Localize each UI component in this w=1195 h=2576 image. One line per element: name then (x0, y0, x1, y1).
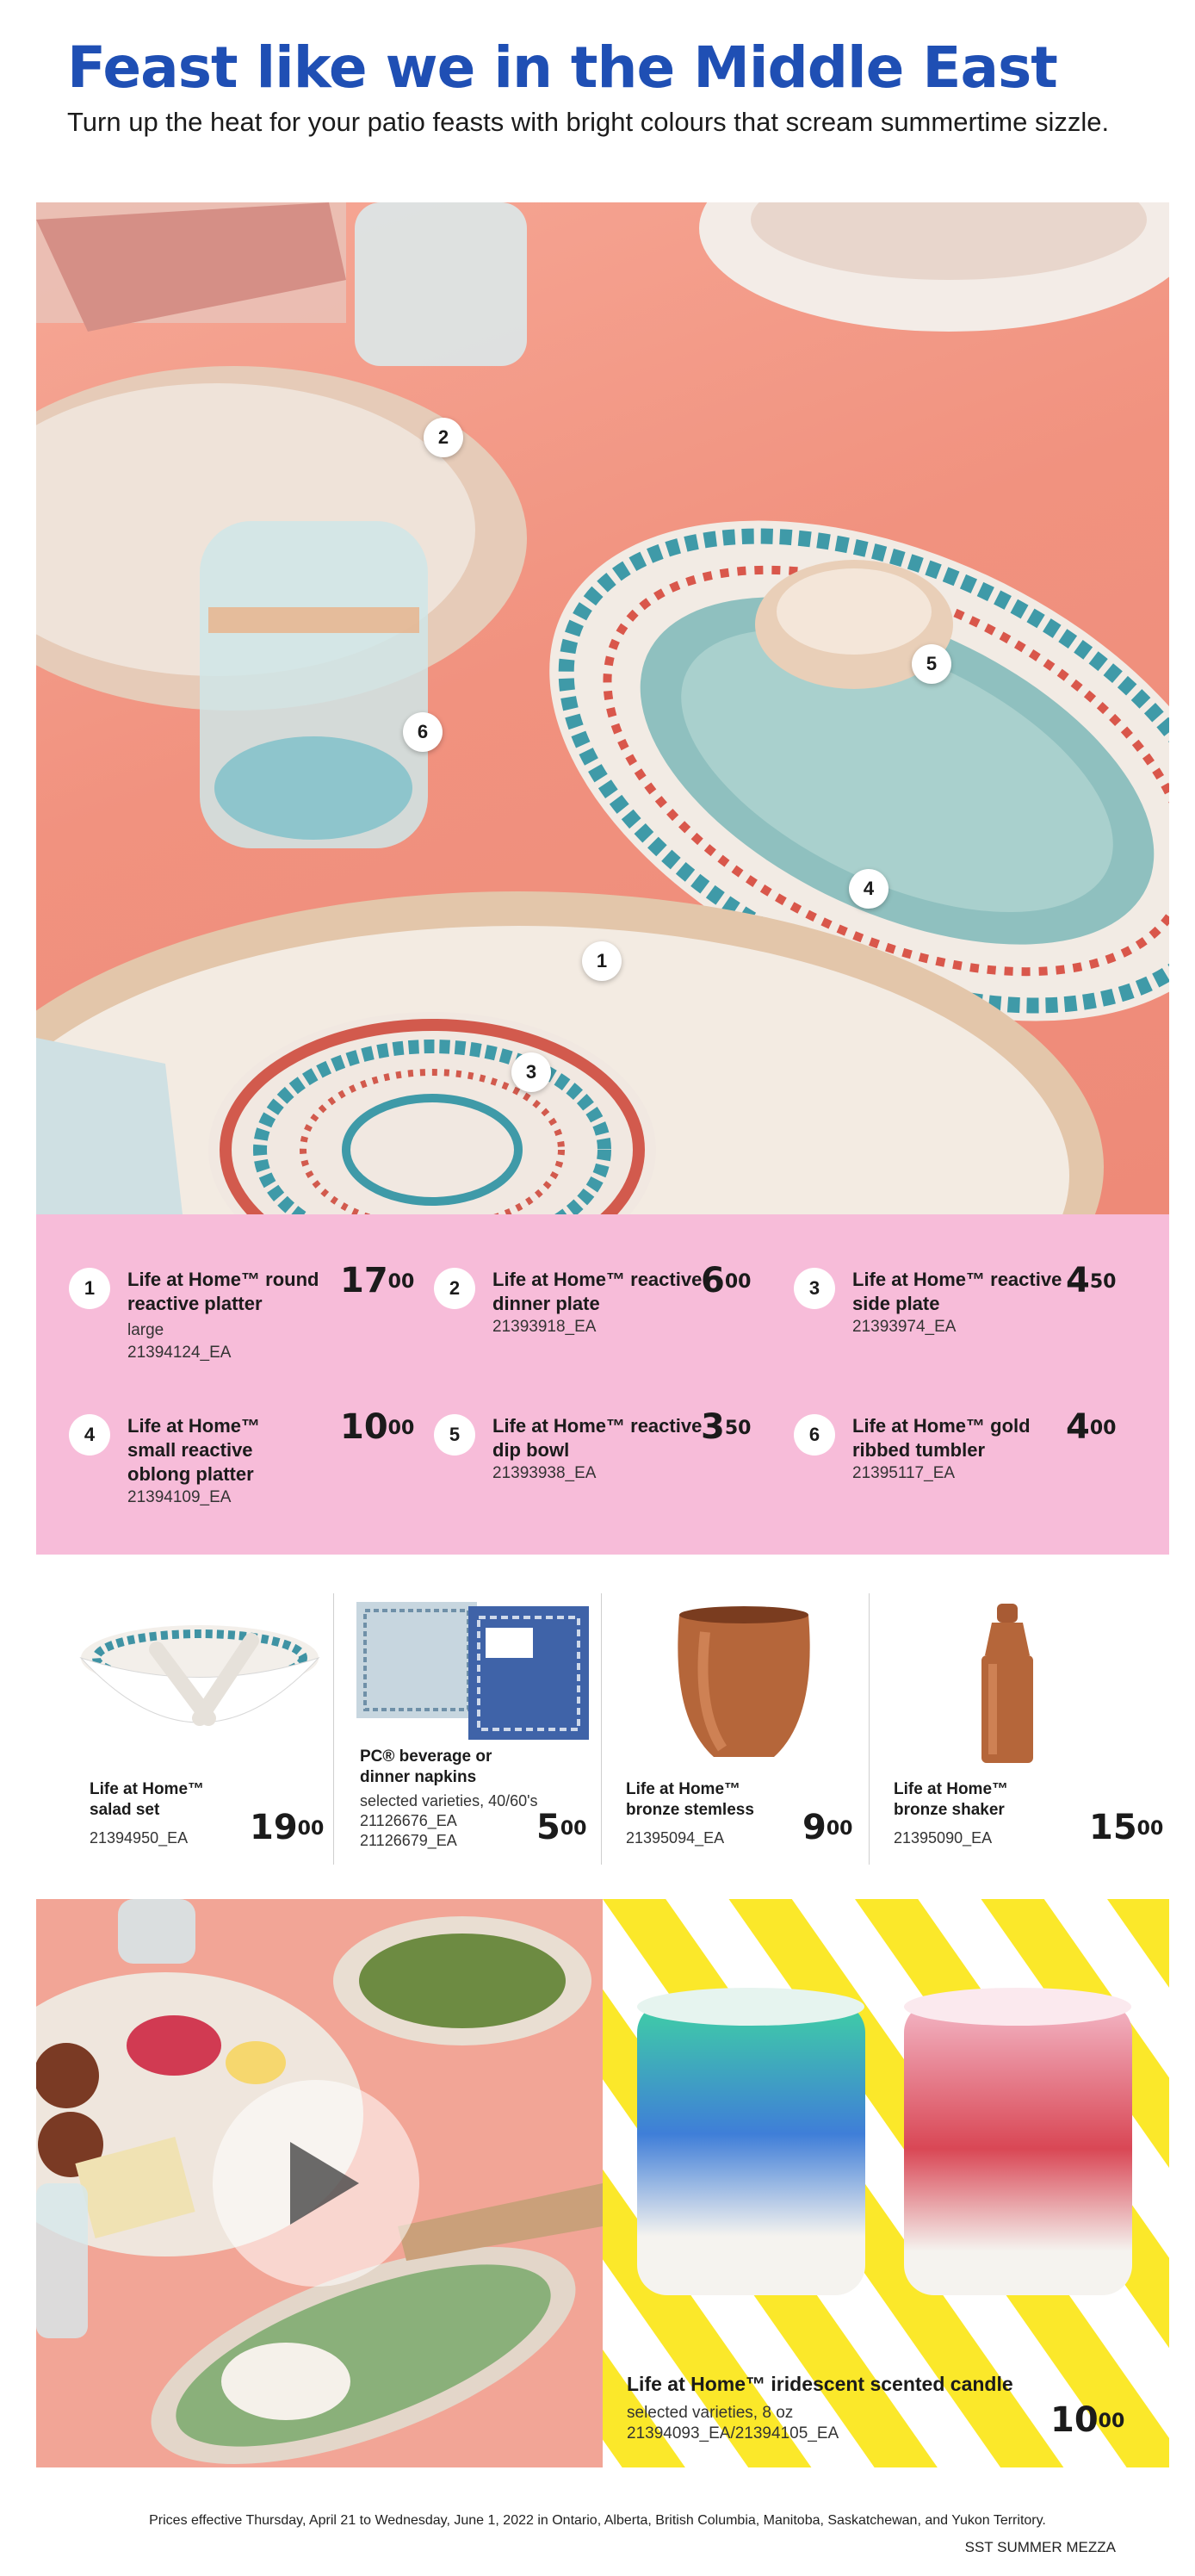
item-name: Life at Home™ small reactive oblong platter (127, 1415, 261, 1485)
item-price: $6^{00}$ (701, 1261, 752, 1300)
item-name: Life at Home™ reactive side plate (852, 1269, 1062, 1314)
salad-bowl-image (71, 1615, 329, 1744)
tableware-illustration (36, 202, 1169, 1214)
candle-name: Life at Home™ iridescent scented candle (627, 2373, 1013, 2395)
product-sku: 21126676_EA (360, 1812, 457, 1829)
item-price: $10^{00}$ (340, 1407, 415, 1447)
item-price: $4^{00}$ (1066, 1407, 1117, 1447)
item-name: Life at Home™ reactive dip bowl (492, 1415, 703, 1461)
candle-desc: selected varieties, 8 oz (627, 2404, 794, 2422)
product-name: PC® beverage or dinner napkins (360, 1747, 492, 1786)
item-list-panel (36, 1214, 1169, 1555)
product-bronze-shaker[interactable] (870, 1585, 1169, 1873)
candle-price: $10^{00}$ (1050, 2400, 1125, 2440)
product-sku: 21395094_EA (626, 1829, 725, 1847)
hero-marker-3[interactable]: 3 (511, 1052, 551, 1092)
item-4[interactable] (69, 1414, 300, 1509)
candle-sku: 21394093_EA/21394105_EA (627, 2424, 839, 2443)
item-sku: 21395117_EA (852, 1464, 956, 1482)
hero-marker-1[interactable]: 1 (582, 941, 622, 981)
item-name: Life at Home™ reactive dinner plate (492, 1269, 703, 1314)
play-icon (290, 2142, 359, 2225)
item-sku: 21394109_EA (127, 1488, 232, 1506)
product-sku-2: 21126679_EA (360, 1832, 457, 1849)
napkins-image (356, 1602, 606, 1744)
item-sku: 21393938_EA (492, 1464, 597, 1482)
product-name: Life at Home™ bronze stemless (626, 1780, 754, 1819)
hero-marker-5[interactable]: 5 (912, 644, 951, 684)
footer-disclaimer: Prices effective Thursday, April 21 to Wednesday, June 1, 2022 in Ontario, Alberta, British Columbia, Manitoba, Saskatchewan, and Yukon Territory. (149, 2513, 1046, 2528)
product-sku: 21394950_EA (90, 1829, 189, 1847)
item-number: 2 (434, 1268, 475, 1309)
item-sku: 21393974_EA (852, 1318, 957, 1336)
product-price: $15^{00}$ (1089, 1808, 1164, 1847)
item-5[interactable] (434, 1414, 708, 1485)
page-title: Feast like we in the Middle East (67, 34, 1057, 101)
item-name: Life at Home™ round reactive platter (127, 1269, 319, 1314)
item-desc: large (127, 1321, 164, 1339)
item-price: $17^{00}$ (340, 1261, 415, 1300)
item-number: 3 (794, 1268, 835, 1309)
item-number: 1 (69, 1268, 110, 1309)
item-price: $3^{50}$ (701, 1407, 752, 1447)
bronze-shaker-image (973, 1604, 1042, 1767)
product-bronze-stemless[interactable] (602, 1585, 869, 1873)
product-price: $5^{00}$ (536, 1808, 587, 1847)
hero-marker-6[interactable]: 6 (403, 712, 443, 752)
item-number: 5 (434, 1414, 475, 1456)
product-name: Life at Home™ salad set (90, 1780, 205, 1819)
item-number: 6 (794, 1414, 835, 1456)
product-desc: selected varieties, 40/60's (360, 1792, 538, 1809)
page-subtitle: Turn up the heat for your patio feasts with bright colours that scream summertime sizzle. (67, 107, 1110, 137)
item-price: $4^{50}$ (1066, 1261, 1117, 1300)
product-row (36, 1585, 1169, 1873)
item-sku: 21393918_EA (492, 1318, 597, 1336)
product-price: $9^{00}$ (802, 1808, 853, 1847)
product-sku: 21395090_EA (894, 1829, 993, 1847)
hero-photo (36, 202, 1169, 1214)
product-name: Life at Home™ bronze shaker (894, 1780, 1009, 1819)
play-button[interactable] (213, 2080, 419, 2287)
product-napkins[interactable] (334, 1585, 601, 1873)
footer-code: SST SUMMER MEZZA (964, 2539, 1116, 2555)
item-1[interactable] (69, 1268, 343, 1364)
hero-marker-2[interactable]: 2 (424, 418, 463, 457)
item-6[interactable] (794, 1414, 1068, 1485)
food-photo-video[interactable] (36, 1899, 603, 2467)
hero-marker-4[interactable]: 4 (849, 869, 889, 909)
candle-panel[interactable] (603, 1899, 1169, 2467)
item-name: Life at Home™ gold ribbed tumbler (852, 1415, 1031, 1461)
item-3[interactable] (794, 1268, 1068, 1338)
item-2[interactable] (434, 1268, 708, 1338)
item-sku: 21394124_EA (127, 1344, 232, 1362)
bronze-stemless-image (671, 1606, 817, 1766)
product-price: $19^{00}$ (250, 1808, 325, 1847)
product-salad-set[interactable] (36, 1585, 333, 1873)
item-number: 4 (69, 1414, 110, 1456)
